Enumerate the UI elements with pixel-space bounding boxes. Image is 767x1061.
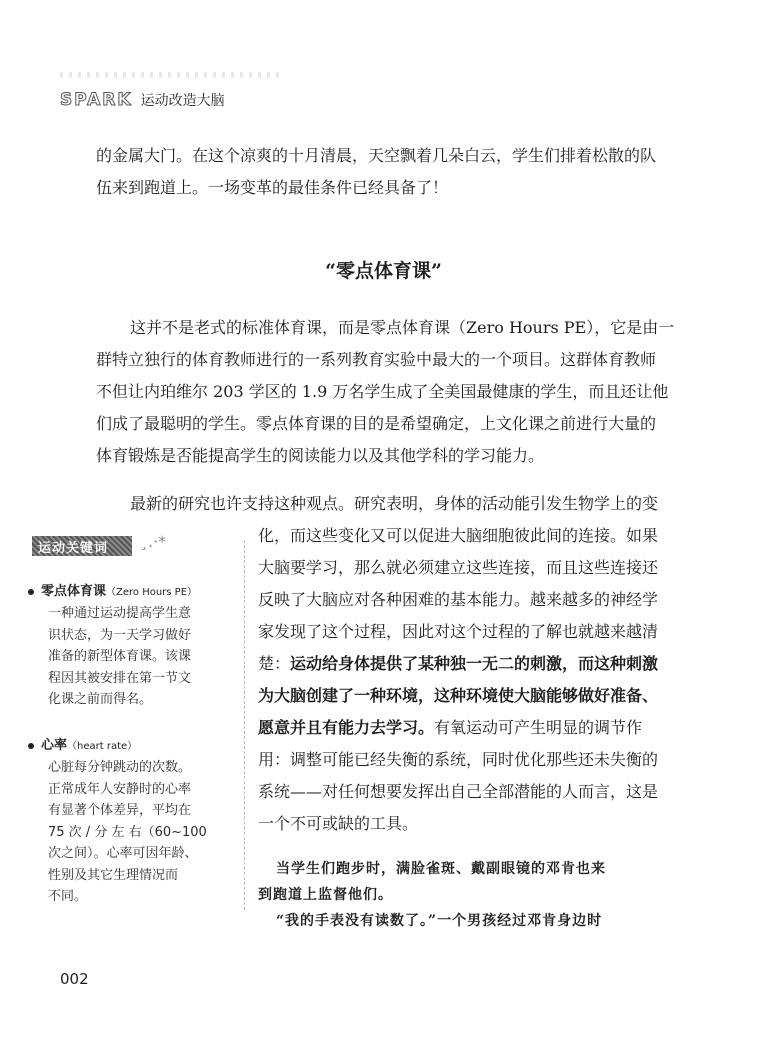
definition-line: 化课之前而得名。	[48, 692, 153, 707]
text-line: 系统——对任何想要发挥出自己全部潜能的人而言，这是	[258, 782, 659, 801]
intro-paragraph	[96, 140, 716, 204]
keyword-definition	[28, 603, 238, 711]
keyword-entry	[28, 582, 238, 711]
text-span: 楚：	[258, 654, 291, 673]
keyword-entry	[28, 736, 238, 908]
definition-line: 不同。	[48, 889, 88, 904]
sidebar-banner	[28, 532, 250, 560]
bullet-icon	[28, 743, 34, 749]
story-line: 到跑道上监督他们。	[258, 887, 393, 903]
text-line: 伍来到跑道上。一场变革的最佳条件已经具备了！	[96, 178, 449, 197]
text-line: 反映了大脑应对各种困难的基本能力。越来越多的神经学	[258, 590, 659, 609]
keyword-heading	[28, 736, 238, 757]
keyword-sidebar-banner	[28, 532, 250, 560]
keyword-english: （heart rate）	[67, 741, 138, 752]
keyword-term: 零点体育课	[41, 584, 107, 599]
story-line: “我的手表没有读数了。”一个男孩经过邓肯身边时	[276, 913, 603, 929]
definition-line: 正常成年人安静时的心率	[48, 781, 192, 797]
keyword-definition	[28, 757, 238, 908]
page-number: 002	[60, 970, 89, 988]
definition-line: 性别及其它生理情况而	[48, 867, 179, 883]
paragraph-zero-hours	[96, 312, 716, 472]
text-line: 这并不是老式的标准体育课，而是零点体育课（Zero Hours PE），它是由一	[130, 318, 675, 337]
bullet-icon	[28, 589, 34, 595]
definition-line: 程因其被安排在第一节文	[48, 670, 192, 686]
emphasis-text: 运动给身体提供了某种独一无二的刺激，而这种刺激	[290, 654, 659, 673]
text-line: 家发现了这个过程，因此对这个过程的了解也就越来越清	[258, 622, 659, 641]
keyword-term: 心率	[41, 738, 68, 753]
text-line: 们成了最聪明的学生。零点体育课的目的是希望确定，上文化课之前进行大量的	[96, 414, 657, 433]
sparkle-icon: ¸.·*	[140, 532, 167, 551]
text-line: 的金属大门。在这个凉爽的十月清晨，天空飘着几朵白云，学生们排着松散的队	[96, 146, 657, 165]
story-excerpt	[258, 856, 696, 934]
text-line: 最新的研究也许支持这种观点。研究表明，身体的活动能引发生物学上的变	[130, 494, 659, 513]
header-scan-noise	[60, 72, 280, 78]
definition-line: 次之间）。心率可因年龄、	[48, 846, 198, 861]
sidebar-divider	[244, 540, 245, 910]
definition-line: 75 次 / 分 左 右（60~100	[48, 824, 207, 840]
definition-line: 准备的新型体育课。该课	[48, 649, 192, 664]
definition-line: 识状态，为一天学习做好	[48, 627, 192, 643]
text-line: 化，而这些变化又可以促进大脑细胞彼此间的连接。如果	[258, 526, 659, 545]
definition-line: 一种通过运动提高学生意	[48, 606, 192, 621]
text-line: 一个不可或缺的工具。	[258, 814, 419, 833]
text-line: 用：调整可能已经失衡的系统，同时优化那些还未失衡的	[258, 750, 659, 769]
text-line: 大脑要学习，那么就必须建立这些连接，而且这些连接还	[258, 558, 659, 577]
text-line: 体育锻炼是否能提高学生的阅读能力以及其他学科的学习能力。	[96, 446, 545, 465]
paragraph-research-first-line	[130, 488, 720, 520]
section-title: “零点体育课”	[325, 260, 442, 282]
keyword-english: （Zero Hours PE）	[106, 587, 198, 598]
story-line: 当学生们跑步时，满脸雀斑、戴副眼镜的邓肯也来	[276, 861, 606, 877]
text-line: 群特立独行的体育教师进行的一系列教育实验中最大的一个项目。这群体育教师	[96, 350, 657, 369]
emphasis-text: 愿意并且有能力去学习。	[258, 718, 435, 737]
book-brand: SPARK	[60, 90, 133, 110]
text-line	[258, 712, 698, 744]
text-line	[258, 648, 698, 680]
definition-line: 有显著个体差异，平均在	[48, 803, 192, 818]
running-header	[60, 90, 225, 110]
text-span: 有氧运动可产生明显的调节作	[434, 718, 643, 737]
book-title: 运动改造大脑	[140, 93, 225, 109]
paragraph-research	[258, 520, 698, 840]
text-line: 不但让内珀维尔 203 学区的 1.9 万名学生成了全美国最健康的学生，而且还让他	[96, 382, 669, 401]
keyword-heading	[28, 582, 238, 603]
emphasis-line: 为大脑创建了一种环境，这种环境使大脑能够做好准备、	[258, 686, 659, 705]
definition-line: 心脏每分钟跳动的次数。	[48, 760, 192, 775]
banner-label: 运动关键词	[38, 541, 109, 556]
